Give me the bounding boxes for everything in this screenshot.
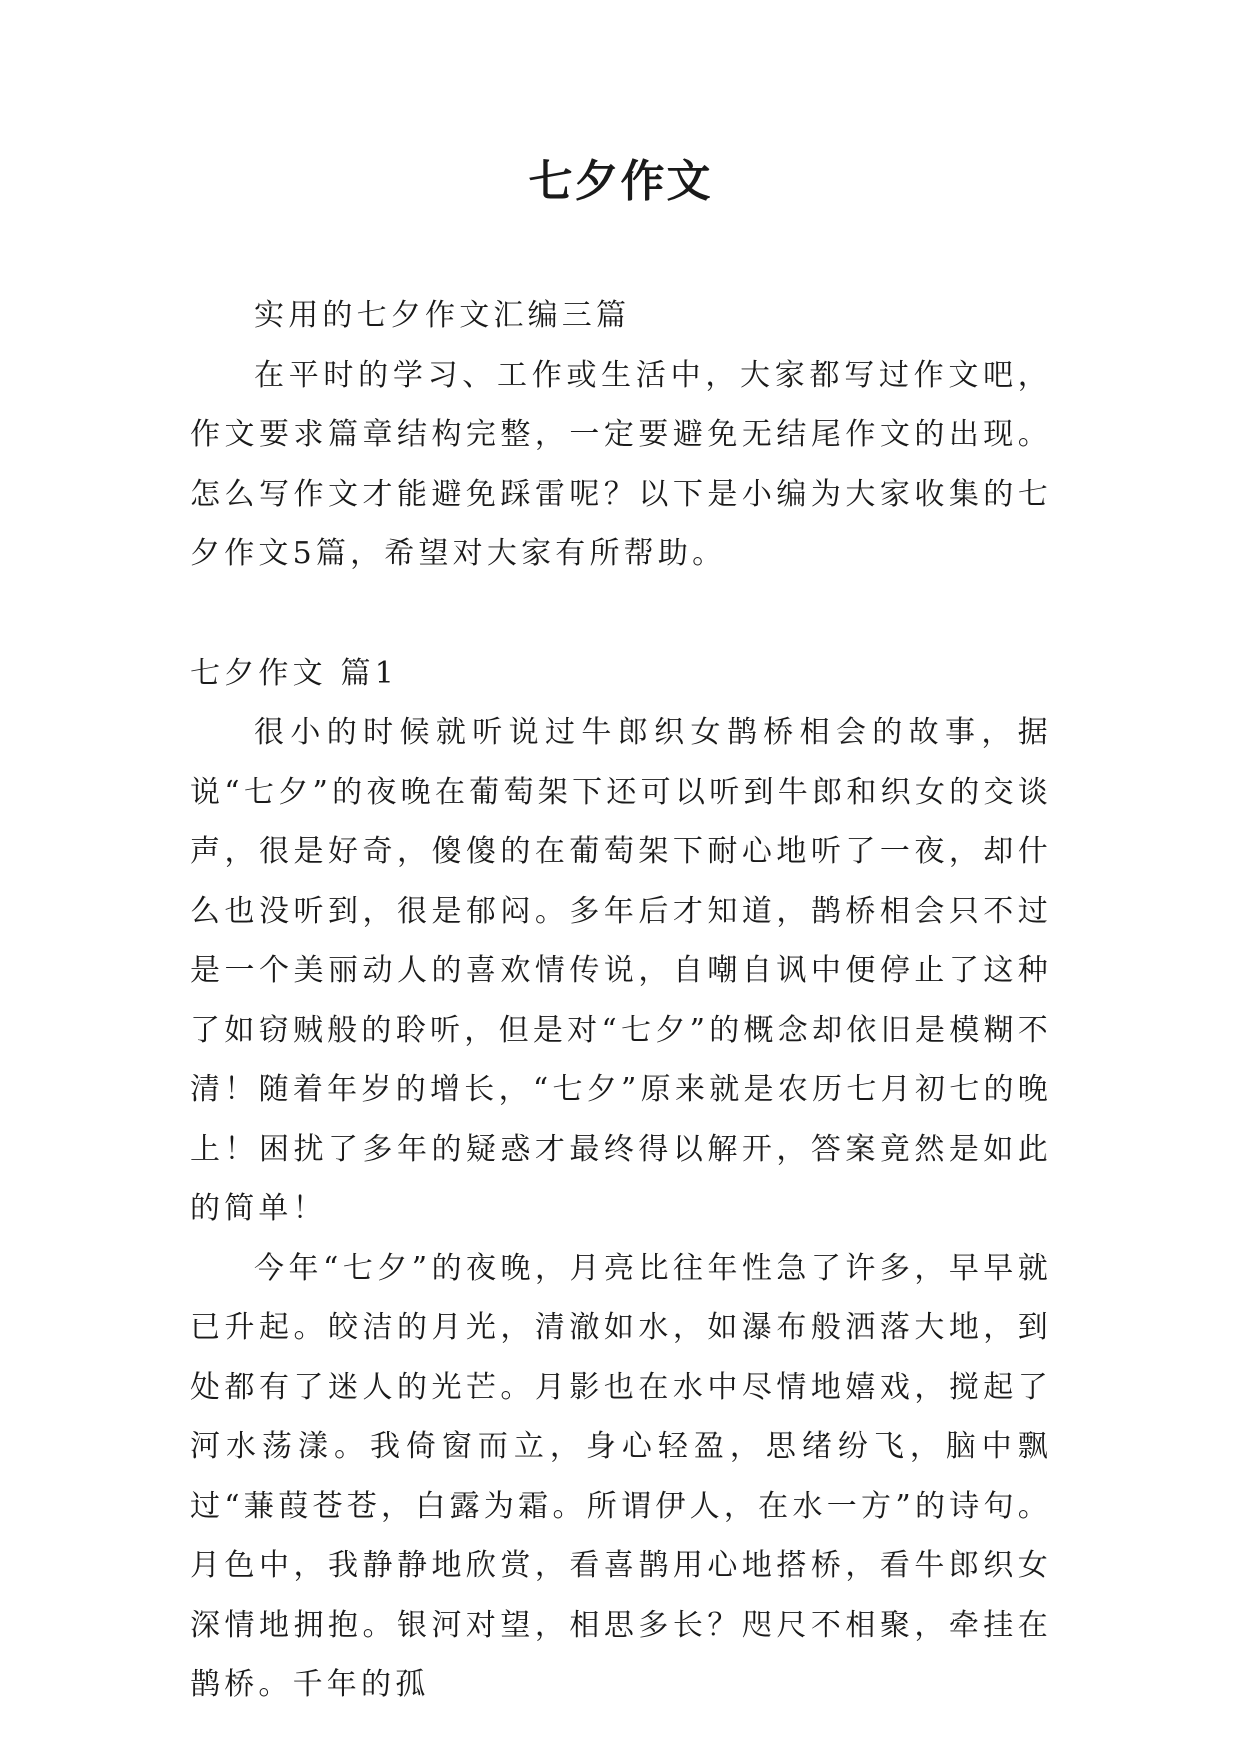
section-paragraph-2: 今年“七夕”的夜晚，月亮比往年性急了许多，早早就已升起。皎洁的月光，清澈如水，如瀑布般洒落大地，到处都有了迷人的光芒。月影也在水中尽情地嬉戏，搅起了河水荡漾。我倚窗而立，身心轻盈，思绪纷飞，脑中飘过“蒹葭苍苍，白露为霜。所谓伊人，在水一方”的诗句。月色中，我静静地欣赏，看喜鹊用心地搭桥，看牛郎织女深情地拥抱。银河对望，相思多长？咫尺不相聚，牵挂在鹊桥。千年的孤	[190, 1250, 1052, 1702]
document-subtitle: 实用的七夕作文汇编三篇	[254, 298, 631, 333]
section-paragraph-1: 很小的时候就听说过牛郎织女鹊桥相会的故事，据说“七夕”的夜晚在葡萄架下还可以听到牛郎和织女的交谈声，很是好奇，傻傻的在葡萄架下耐心地听了一夜，却什么也没听到，很是郁闷。多年后才知道，鹊桥相会只不过是一个美丽动人的喜欢情传说，自嘲自讽中便停止了这种了如窃贼般的聆听，但是对“七夕”的概念却依旧是模糊不清！随着年岁的增长，“七夕”原来就是农历七月初七的晚上！困扰了多年的疑惑才最终得以解开，答案竟然是如此的简单！	[190, 715, 1052, 1226]
section-gap	[190, 584, 1052, 644]
document-body	[190, 286, 1052, 1715]
section-heading: 七夕作文 篇1	[190, 655, 399, 691]
document-title: 七夕作文	[528, 156, 713, 207]
intro-paragraph: 在平时的学习、工作或生活中，大家都写过作文吧，作文要求篇章结构完整，一定要避免无结尾作文的出现。怎么写作文才能避免踩雷呢？以下是小编为大家收集的七夕作文5篇，希望对大家有所帮助。	[190, 357, 1052, 571]
